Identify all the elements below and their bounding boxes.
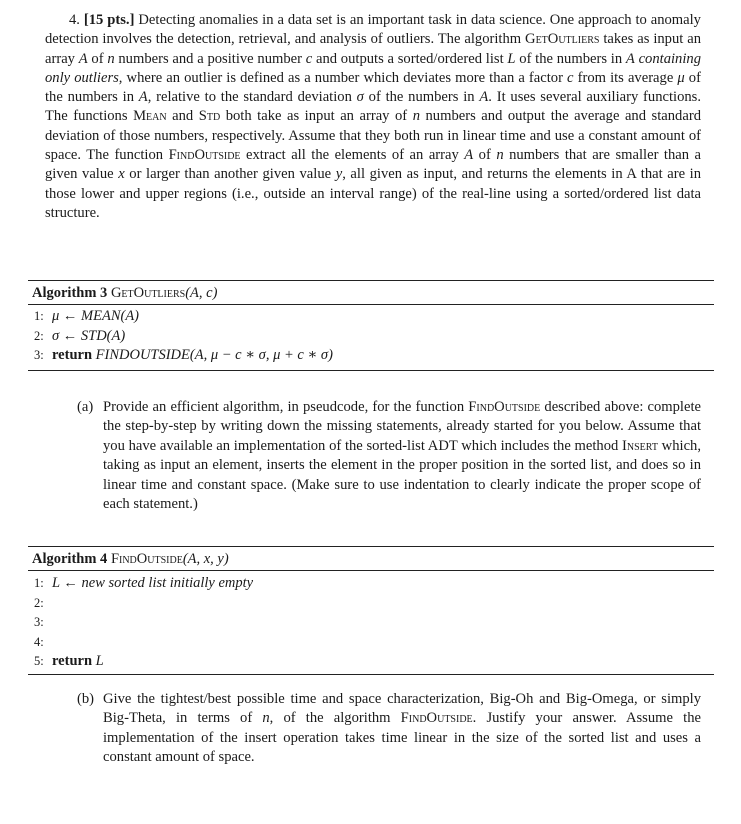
algorithm-line — [28, 594, 714, 614]
line-number: 3: — [34, 348, 44, 362]
line-number: 5: — [34, 654, 44, 668]
q-text-13: . It uses several auxiliary functions. The functions — [45, 89, 702, 125]
var-l: L — [507, 50, 516, 67]
var-x: x — [118, 166, 125, 183]
part-a-text — [103, 398, 701, 514]
insert-name: Insert — [622, 437, 658, 454]
var-n: n — [262, 710, 270, 727]
algorithm-args: (A, x, y) — [182, 551, 229, 567]
part-b — [77, 690, 701, 768]
algorithm-name: FindOutside — [110, 551, 183, 567]
line-number: 3: — [34, 615, 44, 629]
algorithm-line — [28, 613, 714, 633]
q-text-3: of — [87, 50, 108, 67]
var-y: y — [335, 166, 343, 183]
q-text-20: or larger than another given value — [124, 166, 336, 183]
algorithm-name: GetOutliers — [110, 285, 186, 301]
q-text-8: where an outlier is defined as a number which deviates more than a factor — [122, 69, 568, 86]
q-text-7: containing only outliers, — [45, 50, 701, 86]
part-a-label: (a) — [77, 399, 94, 415]
question-4-text — [45, 11, 701, 223]
algorithm-line — [28, 327, 714, 347]
b-text-3: . Justify your answer. Assume the implementation of the insert operation takes time linear in the size of the sorted list and uses a constant amount of space. — [103, 710, 701, 766]
rule — [28, 674, 714, 675]
line-code: μ ← MEAN(A) — [52, 308, 140, 324]
algorithm-3-title — [28, 281, 714, 305]
var-mu: μ — [677, 69, 685, 86]
var-n: n — [496, 147, 504, 164]
findoutside-name: FindOutside — [400, 710, 473, 727]
algorithm-4-title — [28, 547, 714, 571]
q-text-18: of — [473, 147, 497, 164]
algorithm-label: Algorithm 3 — [32, 285, 108, 301]
var-a: A — [138, 89, 148, 106]
var-sigma: σ — [356, 89, 364, 106]
q-text-12: of the numbers in — [363, 89, 480, 106]
q-text-15: both take as input an array of — [220, 108, 413, 125]
q-text-14: and — [166, 108, 199, 125]
return-keyword: return — [52, 653, 93, 669]
algorithm-line — [28, 633, 714, 653]
a-text-1: Provide an efficient algorithm, in pseudcode, for the function — [103, 399, 469, 415]
findoutside-name: FindOutside — [468, 399, 541, 415]
question-points: [15 pts.] — [83, 12, 135, 28]
var-a: A — [479, 89, 489, 106]
a-text-2: described above: complete the step-by-step by writing down the missing statements, already started for you below. Assume that you have available an implementation of the sorted-list ADT which includes the method — [103, 399, 701, 454]
part-a — [77, 398, 701, 514]
a-text-3: which, taking as input an element, inserts the element in the proper position in the sorted list, and does so in linear time and constant space. (Make sure to use indentation to clearly indicate the proper scope of each statement.) — [103, 437, 701, 513]
b-text-2: , of the algorithm — [269, 710, 401, 727]
algorithm-label: Algorithm 4 — [32, 551, 108, 567]
q-text-2: takes as input an array — [45, 31, 701, 67]
q-text-10: of the numbers in — [45, 69, 701, 106]
question-number: 4. — [69, 12, 80, 28]
line-code: FINDOUTSIDE(A, μ − c ∗ σ, μ + c ∗ σ) — [95, 347, 333, 363]
q-text-4: numbers and a positive number — [114, 50, 306, 67]
line-number: 1: — [34, 576, 44, 590]
findoutside-name: FindOutside — [168, 147, 241, 164]
var-n: n — [107, 50, 115, 67]
algorithm-line — [28, 574, 714, 594]
q-text-21: , all given as input, and returns the elements in A that are in those lower and upper regions (i.e., outside an interval range) of the real-line using a sorted/ordered list data structure. — [45, 166, 702, 221]
line-number: 2: — [34, 328, 44, 343]
line-code: L — [95, 653, 104, 669]
line-number: 2: — [34, 595, 44, 610]
q-text-17: extract all the elements of an array — [240, 147, 465, 164]
part-b-text — [103, 690, 701, 768]
algorithm-line — [28, 346, 714, 366]
std-name: Std — [198, 108, 221, 125]
mean-name: Mean — [133, 108, 167, 125]
q-text-19: numbers that are smaller than a given value — [45, 147, 701, 183]
q-text-9: from its average — [573, 69, 678, 86]
algorithm-line — [28, 307, 714, 327]
q-text-6: of the numbers in — [515, 50, 626, 67]
getoutliers-name: GetOutliers — [525, 31, 600, 48]
line-number: 4: — [34, 634, 44, 649]
var-a: A — [78, 50, 88, 67]
q-text-1: Detecting anomalies in a data set is an important task in data science. One approach to anomaly detection involves the detection, retrieval, and analysis of outliers. The algorithm — [45, 12, 701, 48]
algorithm-3-box — [28, 280, 714, 371]
line-code: L ← new sorted list initially empty — [52, 575, 254, 591]
line-code: σ ← STD(A) — [52, 327, 126, 344]
algorithm-args: (A, c) — [185, 285, 218, 301]
b-text-1: Give the tightest/best possible time and space characterization, Big-Oh and Big-Omega, or simply Big-Theta, in terms of — [103, 691, 701, 727]
q-text-16: numbers and output the average and standard deviation of those numbers, respectively. Assume that they both run in linear time and use a constant amount of space. The function — [45, 108, 701, 164]
rule — [28, 370, 714, 371]
var-c: c — [305, 50, 313, 67]
algorithm-4-box — [28, 546, 714, 675]
algorithm-line — [28, 652, 714, 672]
q-text-11: , relative to the standard deviation — [147, 89, 357, 106]
var-n: n — [412, 108, 420, 125]
return-keyword: return — [52, 347, 93, 363]
var-c: c — [567, 69, 574, 86]
var-a: A — [464, 147, 474, 164]
q-text-5: and outputs a sorted/ordered list — [312, 50, 508, 67]
part-b-label: (b) — [77, 691, 95, 707]
var-a: A — [625, 50, 635, 67]
line-number: 1: — [34, 309, 44, 323]
